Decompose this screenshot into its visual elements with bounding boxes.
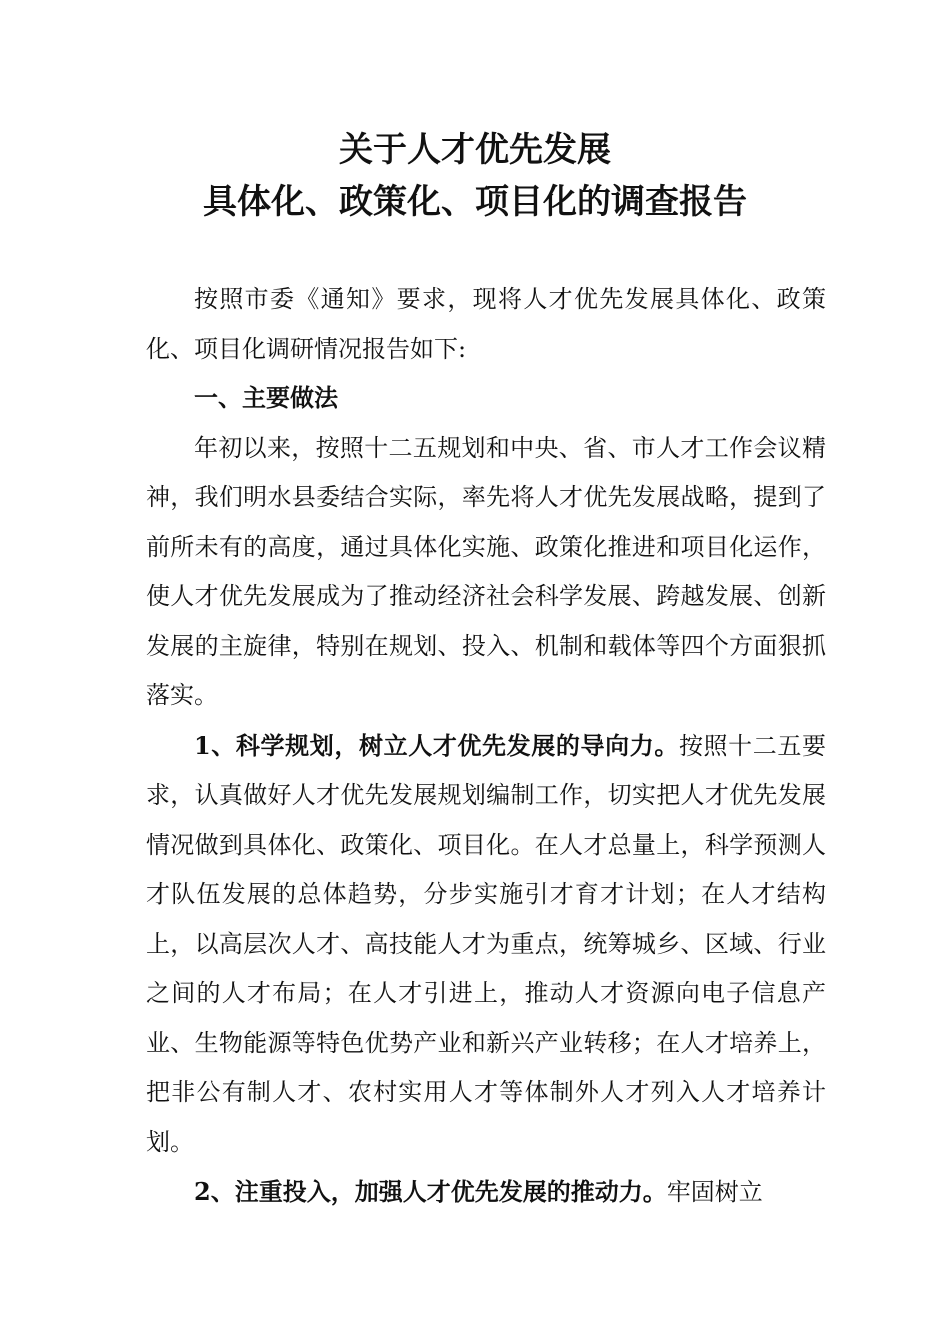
document-title-line-2: 具体化、政策化、项目化的调查报告 (203, 182, 747, 222)
section-1-paragraph: 年初以来，按照十二五规划和中央、省、市人才工作会议精神，我们明水县委结合实际，率先将人才优先发展战略，提到了前所未有的高度，通过具体化实施、政策化推进和项目化运作，使人才优先发展成为了推动经济社会科学发展、跨越发展、创新发展的主旋律，特别在规划、投入、机制和载体等四个方面狠抓落实。 (146, 433, 826, 709)
item-2-paragraph (146, 1167, 826, 1218)
item-2-lead: 2、注重投入，加强人才优先发展的推动力。 (194, 1177, 667, 1206)
document-body (146, 275, 826, 1218)
item-1-lead: 1、科学规划，树立人才优先发展的导向力。 (194, 730, 679, 760)
document-title-line-1: 关于人才优先发展 (339, 130, 611, 170)
item-1-body: 按照十二五要求，认真做好人才优先发展规划编制工作，切实把人才优先发展情况做到具体化、政策化、项目化。在人才总量上，科学预测人才队伍发展的总体趋势，分步实施引才育才计划；在人才结构上，以高层次人才、高技能人才为重点，统筹城乡、区域、行业之间的人才布局；在人才引进上，推动人才资源向电子信息产业、生物能源等特色优势产业和新兴产业转移；在人才培养上，把非公有制人才、农村实用人才等体制外人才列入人才培养计划。 (146, 731, 826, 1156)
item-1-paragraph (146, 721, 826, 1168)
intro-paragraph: 按照市委《通知》要求，现将人才优先发展具体化、政策化、项目化调研情况报告如下: (146, 285, 826, 363)
item-2-body: 牢固树立 (666, 1178, 763, 1206)
section-heading-main-practices: 一、主要做法 (194, 384, 338, 412)
